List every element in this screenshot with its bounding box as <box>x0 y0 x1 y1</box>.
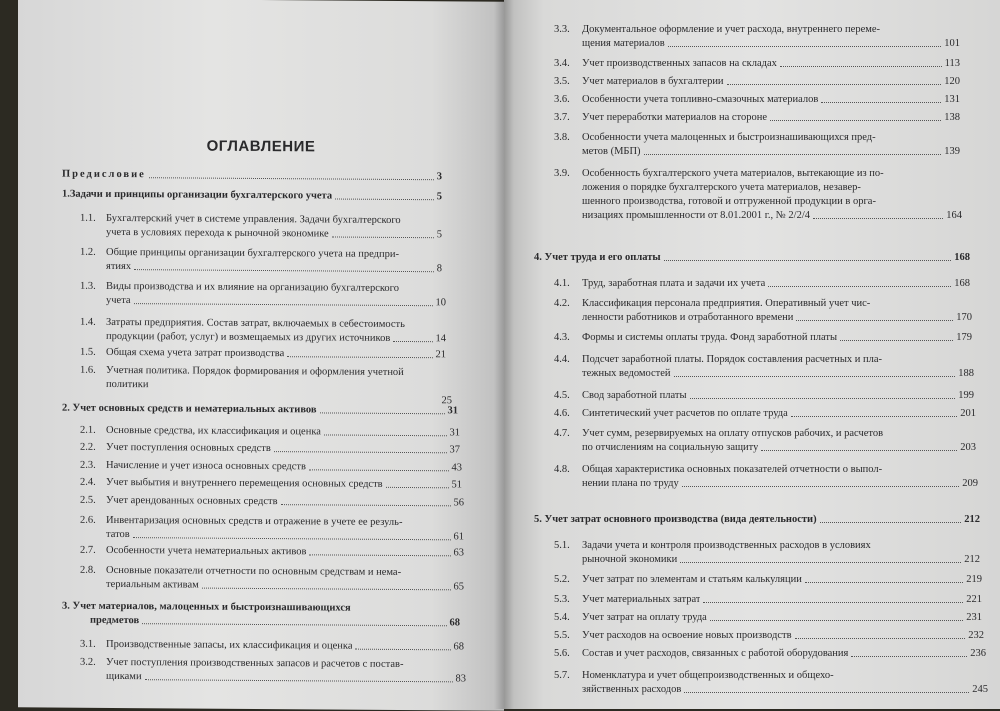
toc-item-4-1[interactable] <box>554 278 970 290</box>
toc-page: 203 <box>960 442 976 453</box>
toc-label: 4.1. Труд, заработная плата и задачи их учета <box>554 278 766 289</box>
toc-page: 236 <box>970 648 986 659</box>
toc-label: Основные показатели отчетности по основным средствам и нема- <box>106 564 402 578</box>
toc-label: 2.2. Учет поступления основных средств <box>80 441 271 455</box>
dot-leader <box>142 623 446 626</box>
toc-page: 209 <box>962 478 978 489</box>
toc-item-1-2[interactable] <box>80 247 399 261</box>
toc-label: 2. Учет основных средств и нематериальных активов <box>62 402 317 416</box>
dot-leader <box>690 398 956 399</box>
toc-page: 199 <box>958 390 974 401</box>
toc-item-4-8-cont <box>582 478 978 490</box>
toc-page: 232 <box>968 630 984 641</box>
toc-section-5[interactable] <box>534 514 980 526</box>
dot-leader <box>287 356 432 358</box>
toc-label: Учет сумм, резервируемых на оплату отпусков рабочих, и расчетов <box>582 428 884 439</box>
toc-section-3-cont <box>90 615 460 630</box>
toc-item-1-6-cont: политики <box>106 378 149 391</box>
toc-label: щиками <box>106 670 142 683</box>
toc-section-1[interactable] <box>62 189 442 204</box>
toc-label: Классификация персонала предприятия. Оперативный учет чис- <box>582 298 871 309</box>
toc-label: предметов <box>90 614 140 627</box>
toc-item-4-5[interactable] <box>554 390 974 402</box>
toc-label: 2.7. Особенности учета нематериальных активов <box>80 544 307 558</box>
toc-num: 4.7. <box>554 428 570 439</box>
toc-page: 3 <box>436 171 442 183</box>
toc-item-4-2[interactable] <box>554 298 870 310</box>
toc-item-1-1-cont <box>106 227 442 241</box>
toc-label: Особенности учета малоценных и быстроизнашивающихся пред- <box>582 132 876 143</box>
dot-leader <box>791 416 957 417</box>
toc-label: тежных ведомостей <box>582 368 671 379</box>
toc-label: учета <box>106 294 131 307</box>
dot-leader <box>320 412 445 414</box>
dot-leader <box>727 84 942 85</box>
toc-label: зяйственных расходов <box>582 684 682 695</box>
toc-section-2[interactable] <box>62 403 458 418</box>
toc-item-3-8-cont <box>582 146 960 158</box>
toc-num: 5.1. <box>554 540 570 551</box>
toc-item-3-5[interactable] <box>554 76 960 88</box>
toc-page: 65 <box>453 581 464 593</box>
toc-page: 83 <box>455 673 466 685</box>
toc-page: 164 <box>946 210 962 221</box>
toc-item-5-7[interactable] <box>554 670 834 682</box>
toc-label: 5.5. Учет расходов на освоение новых производств <box>554 630 792 641</box>
toc-num: 1.3. <box>80 280 96 292</box>
toc-item-2-8-cont <box>106 579 464 593</box>
toc-section-3[interactable]: 3. Учет материалов, малоценных и быстроизнашивающихся <box>62 600 351 614</box>
toc-page: 63 <box>453 547 464 559</box>
toc-item-3-2-cont <box>106 671 466 686</box>
toc-label: учета в условиях перехода к рыночной экономике <box>106 226 329 240</box>
dot-leader <box>134 303 433 306</box>
toc-page: 37 <box>449 444 460 456</box>
toc-label: нении плана по труду <box>582 478 679 489</box>
toc-item-3-1[interactable] <box>80 639 464 654</box>
toc-label: низациях промышленности от 8.01.2001 г., № 2/2/4 <box>582 210 811 221</box>
toc-label: Инвентаризация основных средств и отражение в учете ее резуль- <box>106 514 403 528</box>
toc-item-2-7[interactable] <box>80 545 464 560</box>
toc-item-4-8[interactable] <box>554 464 882 476</box>
dot-leader <box>332 236 434 238</box>
toc-page: 25 <box>441 395 452 407</box>
toc-item-3-9-line2: ложения о порядке бухгалтерского учета материалов, незавер- <box>582 182 861 193</box>
toc-num: 3.8. <box>554 132 570 143</box>
dot-leader <box>393 341 432 342</box>
dot-leader <box>805 582 963 583</box>
toc-num: 4.8. <box>554 464 570 475</box>
toc-item-1-5[interactable] <box>80 347 446 362</box>
toc-item-3-4[interactable] <box>554 58 960 70</box>
dot-leader <box>202 588 451 591</box>
toc-label: 2.5. Учет арендованных основных средств <box>80 494 278 508</box>
toc-page: 5 <box>436 191 442 203</box>
dot-leader <box>796 320 953 321</box>
dot-leader <box>780 66 942 67</box>
toc-label: рыночной экономики <box>582 554 678 565</box>
toc-item-1-1[interactable] <box>80 213 401 227</box>
toc-page: 221 <box>966 594 982 605</box>
toc-page: 131 <box>944 94 960 105</box>
toc-label: Документальное оформление и учет расхода, внутреннего переме- <box>582 24 881 35</box>
dot-leader <box>770 120 941 121</box>
toc-item-3-6[interactable] <box>554 94 960 106</box>
toc-item-2-5[interactable] <box>80 495 464 510</box>
toc-item-2-3[interactable] <box>80 460 462 475</box>
toc-item-5-7-cont <box>582 684 988 696</box>
toc-page: 231 <box>966 612 982 623</box>
toc-page: 14 <box>435 333 446 345</box>
toc-item-1-3[interactable] <box>80 281 399 295</box>
toc-label: 5. Учет затрат основного производства (вида деятельности) <box>534 514 817 525</box>
toc-item-3-2[interactable] <box>80 657 404 671</box>
toc-item-2-1[interactable] <box>80 425 460 440</box>
toc-num: 5.7. <box>554 670 570 681</box>
toc-label: Учет поступления производственных запасов и расчетов с постав- <box>106 656 404 670</box>
toc-page: 168 <box>954 278 970 289</box>
toc-item-3-3-cont <box>582 38 960 50</box>
dot-leader <box>664 260 952 261</box>
dot-leader <box>309 554 450 556</box>
toc-num: 1.6. <box>80 364 96 376</box>
toc-label: Учетная политика. Порядок формирования и оформления учетной <box>106 364 404 378</box>
left-page <box>18 0 504 711</box>
dot-leader <box>851 656 967 657</box>
dot-leader <box>820 522 962 523</box>
toc-item-1-4-cont <box>106 331 446 345</box>
toc-label: щения материалов <box>582 38 665 49</box>
toc-item-1-4[interactable] <box>80 317 405 331</box>
toc-label: териальным активам <box>106 578 199 591</box>
toc-item-5-4[interactable] <box>554 612 982 624</box>
dot-leader <box>813 218 943 219</box>
toc-label: 1.Задачи и принципы организации бухгалтерского учета <box>62 188 333 202</box>
dot-leader <box>674 376 956 377</box>
toc-section-4[interactable] <box>534 252 970 264</box>
toc-page: 8 <box>436 263 442 275</box>
dot-leader <box>281 504 451 506</box>
toc-item-4-6[interactable] <box>554 408 976 420</box>
toc-page: 31 <box>447 405 458 417</box>
toc-label: Предисловие <box>62 168 146 181</box>
toc-item-5-3[interactable] <box>554 594 982 606</box>
toc-num: 1.1. <box>80 212 96 224</box>
dot-leader <box>703 602 963 603</box>
dot-leader <box>840 340 953 341</box>
dot-leader <box>274 451 447 453</box>
dot-leader <box>309 469 449 471</box>
toc-num: 1.4. <box>80 316 96 328</box>
toc-num: 1.2. <box>80 246 96 258</box>
dot-leader <box>134 269 434 272</box>
dot-leader <box>145 679 453 682</box>
toc-label: 3.5. Учет материалов в бухгалтерии <box>554 76 724 87</box>
toc-label: ятиях <box>106 260 132 273</box>
dot-leader <box>644 154 942 155</box>
toc-page: 179 <box>956 332 972 343</box>
toc-label: 3.4. Учет производственных запасов на складах <box>554 58 777 69</box>
dot-leader <box>761 450 957 451</box>
toc-item-2-4[interactable] <box>80 477 462 492</box>
toc-page: 139 <box>944 146 960 157</box>
toc-label: 4. Учет труда и его оплаты <box>534 252 661 263</box>
toc-item-1-3-cont <box>106 295 446 309</box>
toc-label: 2.1. Основные средства, их классификация и оценка <box>80 424 321 438</box>
toc-item-3-9[interactable] <box>554 168 884 180</box>
toc-label: 4.6. Синтетический учет расчетов по оплате труда <box>554 408 788 419</box>
toc-page: 245 <box>972 684 988 695</box>
toc-label: татов <box>106 528 130 541</box>
toc-label: Общие принципы организации бухгалтерского учета на предпри- <box>106 246 400 260</box>
toc-label: 1.5. Общая схема учета затрат производства <box>80 346 285 360</box>
dot-leader <box>324 434 447 436</box>
toc-label: 4.5. Свод заработной платы <box>554 390 687 401</box>
toc-page: 168 <box>954 252 970 263</box>
toc-item-4-7[interactable] <box>554 428 883 440</box>
toc-item-4-7-cont <box>582 442 976 454</box>
toc-label: 5.2. Учет затрат по элементам и статьям калькуляции <box>554 574 802 585</box>
toc-label: 4.3. Формы и системы оплаты труда. Фонд заработной платы <box>554 332 838 343</box>
toc-label: Затраты предприятия. Состав затрат, включаемых в себестоимость <box>106 316 405 331</box>
toc-page: 51 <box>451 479 462 491</box>
dot-leader <box>680 562 961 563</box>
toc-page: 113 <box>944 58 960 69</box>
toc-num: 2.6. <box>80 514 96 526</box>
toc-label: 3.7. Учет переработки материалов на стороне <box>554 112 768 123</box>
toc-page: 61 <box>453 531 464 543</box>
toc-label: 2.4. Учет выбытия и внутреннего перемещения основных средств <box>80 476 383 490</box>
toc-page: 68 <box>453 641 464 653</box>
toc-label: 2.3. Начисление и учет износа основных средств <box>80 459 306 473</box>
toc-page: 170 <box>956 312 972 323</box>
toc-preface[interactable] <box>62 169 442 184</box>
toc-item-3-8[interactable] <box>554 132 876 144</box>
toc-item-4-3[interactable] <box>554 332 972 344</box>
toc-page: 101 <box>944 38 960 49</box>
toc-label: метов (МБП) <box>582 146 641 157</box>
toc-label: Номенклатура и учет общепроизводственных и общехо- <box>582 670 834 681</box>
right-page <box>504 0 1000 709</box>
toc-page: 120 <box>944 76 960 87</box>
dot-leader <box>682 486 960 487</box>
page-title: ОГЛАВЛЕНИЕ <box>206 137 316 156</box>
toc-label: Бухгалтерский учет в системе управления. Задачи бухгалтерского <box>106 212 401 226</box>
dot-leader <box>795 638 966 639</box>
toc-page: 21 <box>435 349 446 361</box>
toc-page: 201 <box>960 408 976 419</box>
toc-num: 2.8. <box>80 564 96 576</box>
toc-page: 188 <box>958 368 974 379</box>
toc-label: 3.6. Особенности учета топливно-смазочных материалов <box>554 94 819 105</box>
toc-num: 4.4. <box>554 354 570 365</box>
toc-item-3-9-line3: шенного производства, готовой и отгруженной продукции в орга- <box>582 196 876 207</box>
toc-label: Виды производства и их влияние на организацию бухгалтерского <box>106 280 399 294</box>
toc-label: 5.6. Состав и учет расходов, связанных с работой оборудования <box>554 648 849 659</box>
toc-item-4-4-cont <box>582 368 974 380</box>
dot-leader <box>149 177 434 180</box>
toc-item-5-6[interactable] <box>554 648 986 660</box>
dot-leader <box>386 487 449 488</box>
toc-page: 31 <box>449 427 460 439</box>
toc-item-5-1[interactable] <box>554 540 871 552</box>
toc-label: Задачи учета и контроля производственных расходов в условиях <box>582 540 871 551</box>
toc-label: ленности работников и отработанного времени <box>582 312 794 323</box>
dot-leader <box>768 286 951 287</box>
dot-leader <box>668 46 942 47</box>
dot-leader <box>355 649 450 651</box>
toc-label: Общая характеристика основных показателей отчетности о выпол- <box>582 464 883 475</box>
toc-item-3-9-cont <box>582 210 962 222</box>
toc-num: 3.3. <box>554 24 570 35</box>
toc-item-1-6[interactable] <box>80 365 404 379</box>
toc-page: 56 <box>453 497 464 509</box>
toc-item-2-2[interactable] <box>80 442 460 457</box>
toc-page: 43 <box>451 462 462 474</box>
toc-page: 138 <box>944 112 960 123</box>
toc-item-2-6-cont <box>106 529 464 543</box>
toc-num: 3.2. <box>80 656 96 668</box>
toc-item-4-2-cont <box>582 312 972 324</box>
dot-leader <box>684 692 969 693</box>
toc-label: Особенность бухгалтерского учета материалов, вытекающие из по- <box>582 168 884 179</box>
toc-page: 5 <box>436 229 442 241</box>
toc-item-5-5[interactable] <box>554 630 984 642</box>
toc-item-1-2-cont <box>106 261 442 275</box>
toc-item-3-7[interactable] <box>554 112 960 124</box>
dot-leader <box>133 537 451 540</box>
toc-label: 5.3. Учет материальных затрат <box>554 594 701 605</box>
toc-item-5-1-cont <box>582 554 980 566</box>
toc-num: 4.2. <box>554 298 570 309</box>
toc-page: 212 <box>964 554 980 565</box>
toc-item-5-2[interactable] <box>554 574 982 586</box>
dot-leader <box>710 620 963 621</box>
dot-leader <box>335 199 434 201</box>
toc-page: 212 <box>964 514 980 525</box>
toc-item-4-4[interactable] <box>554 354 882 366</box>
toc-label: 5.4. Учет затрат на оплату труда <box>554 612 707 623</box>
toc-page: 10 <box>435 297 446 309</box>
toc-label: Подсчет заработной платы. Порядок составления расчетных и пла- <box>582 354 883 365</box>
toc-item-2-6[interactable] <box>80 515 402 529</box>
toc-num: 3.9. <box>554 168 570 179</box>
dot-leader <box>821 102 941 103</box>
toc-page: 219 <box>966 574 982 585</box>
toc-label: 3.1. Производственные запасы, их классификация и оценка <box>80 638 353 652</box>
toc-label: продукции (работ, услуг) и возмещаемых из других источников <box>106 330 391 344</box>
toc-item-3-3[interactable] <box>554 24 880 36</box>
toc-item-2-8[interactable] <box>80 565 401 579</box>
toc-label: по отчислениям на социальную защиту <box>582 442 759 453</box>
toc-page: 68 <box>449 617 460 629</box>
